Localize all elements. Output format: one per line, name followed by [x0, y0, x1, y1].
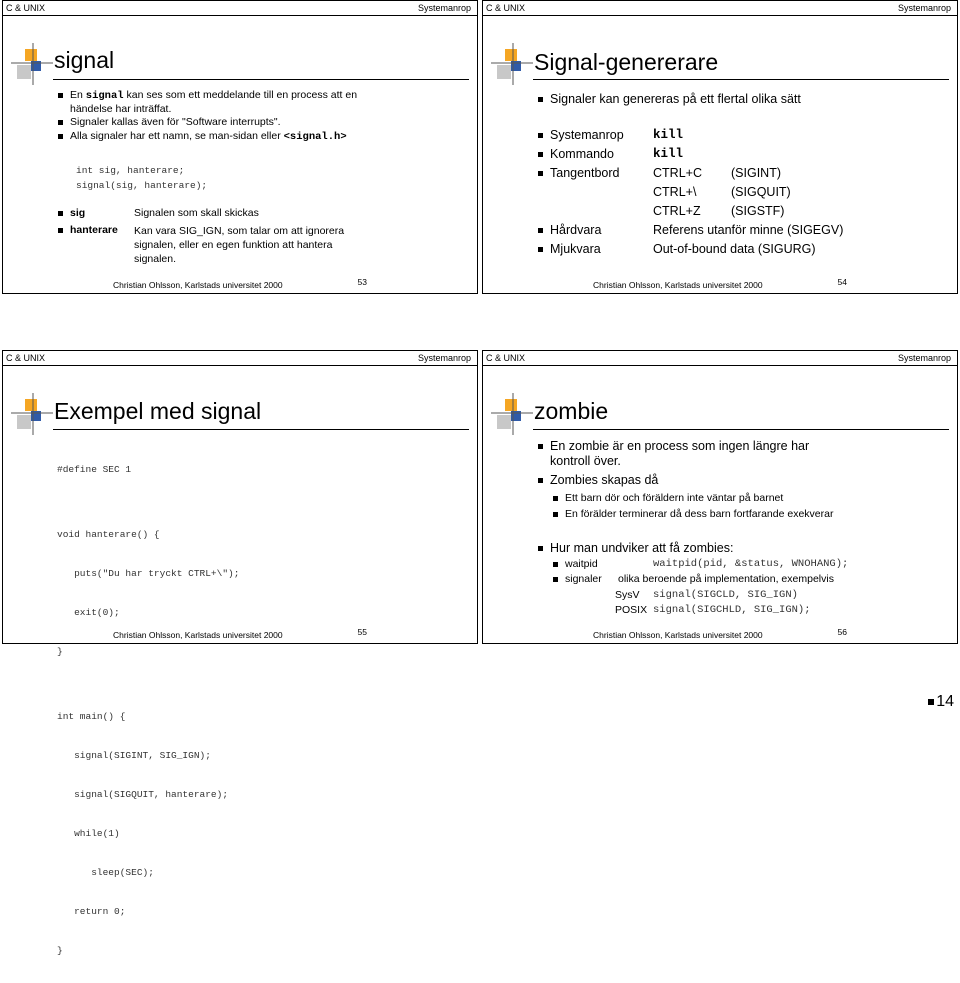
- header-course: C & UNIX: [6, 353, 46, 363]
- document-page-number: 14: [928, 693, 954, 711]
- bullet-icon: [538, 247, 543, 252]
- code-declaration: int sig, hanterare;: [76, 165, 185, 176]
- code-line: }: [57, 945, 63, 956]
- bullet-icon: [538, 152, 543, 157]
- row-hardvara: Hårdvara: [538, 223, 601, 237]
- sig-sigquit: (SIGQUIT): [731, 185, 791, 199]
- code-signal-call: signal(sig, hanterare);: [76, 180, 208, 191]
- code-line: #define SEC 1: [57, 464, 132, 475]
- row-systemanrop: Systemanrop: [538, 128, 624, 142]
- slide-logo-icon: [11, 43, 53, 85]
- posix-label: POSIX: [615, 604, 648, 616]
- key-ctrl-backslash: CTRL+\: [653, 185, 697, 199]
- sub-waitpid: waitpid: [553, 558, 598, 570]
- row-kommando-value: kill: [653, 147, 684, 161]
- waitpid-code: waitpid(pid, &status, WNOHANG);: [653, 558, 849, 570]
- header-topic: Systemanrop: [897, 353, 951, 363]
- slide-footer: Christian Ohlsson, Karlstads universitet 2000: [593, 280, 763, 290]
- code-block: [57, 437, 239, 983]
- bullet-2: Zombies skapas då: [538, 473, 658, 487]
- slide-page-number: 56: [837, 627, 847, 637]
- row-systemanrop-value: kill: [653, 128, 684, 142]
- slide-56: [482, 350, 958, 644]
- sub-bullet-2a: Ett barn dör och föräldern inte väntar på barnet: [553, 492, 783, 504]
- sub-bullet-2b: En förälder terminerar då dess barn fortfarande exekverar: [553, 508, 833, 520]
- param-hanterare-desc: Kan vara SIG_IGN, som talar om att ignorera signalen, eller en egen funktion att hantera signalen.: [134, 225, 345, 265]
- sysv-code: signal(SIGCLD, SIG_IGN): [653, 589, 798, 601]
- bullet-icon: [553, 577, 558, 582]
- bullet-icon: [538, 546, 543, 551]
- header-topic: Systemanrop: [417, 353, 471, 363]
- bullet-icon: [538, 478, 543, 483]
- header-topic: Systemanrop: [897, 3, 951, 13]
- slide-logo-icon: [491, 43, 533, 85]
- bullet-icon: [58, 228, 63, 233]
- slide-page-number: 55: [357, 627, 367, 637]
- bullet-icon: [538, 444, 543, 449]
- bullet-icon: [538, 171, 543, 176]
- slide-title: Exempel med signal: [54, 398, 262, 424]
- posix-code: signal(SIGCHLD, SIG_IGN);: [653, 604, 811, 616]
- signaler-desc: olika beroende på implementation, exempelvis: [618, 573, 834, 585]
- bullet-icon: [58, 211, 63, 216]
- header-topic: Systemanrop: [417, 3, 471, 13]
- page-marker-icon: [928, 699, 934, 705]
- title-underline: [533, 79, 949, 80]
- header-course: C & UNIX: [486, 3, 526, 13]
- header-course: C & UNIX: [6, 3, 46, 13]
- param-sig: sig: [58, 207, 85, 219]
- sig-sigint: (SIGINT): [731, 166, 781, 180]
- slide-footer: Christian Ohlsson, Karlstads universitet 2000: [593, 630, 763, 640]
- bullet-3: Hur man undviker att få zombies:: [538, 541, 733, 555]
- title-underline: [53, 79, 469, 80]
- bullet-1: En signal kan ses som ett meddelande till en process att en händelse har inträffat.: [58, 89, 357, 116]
- title-underline: [53, 429, 469, 430]
- intro-bullet: Signaler kan genereras på ett flertal olika sätt: [538, 92, 801, 106]
- slide-footer: Christian Ohlsson, Karlstads universitet 2000: [113, 280, 283, 290]
- code-line: puts("Du har tryckt CTRL+\");: [57, 568, 240, 579]
- bullet-icon: [538, 133, 543, 138]
- code-line: void hanterare() {: [57, 529, 160, 540]
- bullet-icon: [553, 562, 558, 567]
- slide-55: [2, 350, 478, 956]
- bullet-icon: [538, 97, 543, 102]
- slide-header: [3, 1, 477, 16]
- row-tangentbord: Tangentbord: [538, 166, 620, 180]
- key-ctrl-z: CTRL+Z: [653, 204, 701, 218]
- sub-signaler: signaler: [553, 573, 602, 585]
- code-line: }: [57, 646, 63, 657]
- slide-logo-icon: [11, 393, 53, 435]
- slide-logo-icon: [491, 393, 533, 435]
- row-hardvara-value: Referens utanför minne (SIGEGV): [653, 223, 844, 237]
- bullet-icon: [553, 496, 558, 501]
- slide-header: [483, 1, 957, 16]
- row-kommando: Kommando: [538, 147, 614, 161]
- title-underline: [533, 429, 949, 430]
- bullet-2: Signaler kallas även för "Software interrupts".: [58, 116, 281, 128]
- code-line: while(1): [57, 828, 120, 839]
- slide-title: zombie: [534, 398, 609, 424]
- param-hanterare: hanterare: [58, 224, 118, 236]
- bullet-1: En zombie är en process som ingen längre har kontroll över.: [538, 439, 809, 469]
- code-line: sleep(SEC);: [57, 867, 154, 878]
- slide-page-number: 53: [357, 277, 367, 287]
- slide-header: [3, 351, 477, 366]
- bullet-icon: [538, 228, 543, 233]
- bullet-icon: [58, 93, 63, 98]
- bullet-icon: [553, 512, 558, 517]
- bullet-icon: [58, 134, 63, 139]
- row-mjukvara: Mjukvara: [538, 242, 601, 256]
- slide-title: signal: [54, 47, 115, 73]
- slide-53: [2, 0, 478, 294]
- bullet-icon: [58, 120, 63, 125]
- sig-sigstf: (SIGSTF): [731, 204, 785, 218]
- row-mjukvara-value: Out-of-bound data (SIGURG): [653, 242, 816, 256]
- key-ctrl-c: CTRL+C: [653, 166, 702, 180]
- header-course: C & UNIX: [486, 353, 526, 363]
- code-line: int main() {: [57, 711, 126, 722]
- slide-footer: Christian Ohlsson, Karlstads universitet 2000: [113, 630, 283, 640]
- slide-title: Signal-genererare: [534, 49, 719, 75]
- param-sig-desc: Signalen som skall skickas: [134, 207, 259, 219]
- code-line: exit(0);: [57, 607, 120, 618]
- code-line: signal(SIGINT, SIG_IGN);: [57, 750, 211, 761]
- code-line: signal(SIGQUIT, hanterare);: [57, 789, 229, 800]
- bullet-3: Alla signaler har ett namn, se man-sidan eller <signal.h>: [58, 130, 347, 143]
- slide-page-number: 54: [837, 277, 847, 287]
- code-line: return 0;: [57, 906, 126, 917]
- slide-header: [483, 351, 957, 366]
- sysv-label: SysV: [615, 589, 640, 601]
- slide-54: [482, 0, 958, 294]
